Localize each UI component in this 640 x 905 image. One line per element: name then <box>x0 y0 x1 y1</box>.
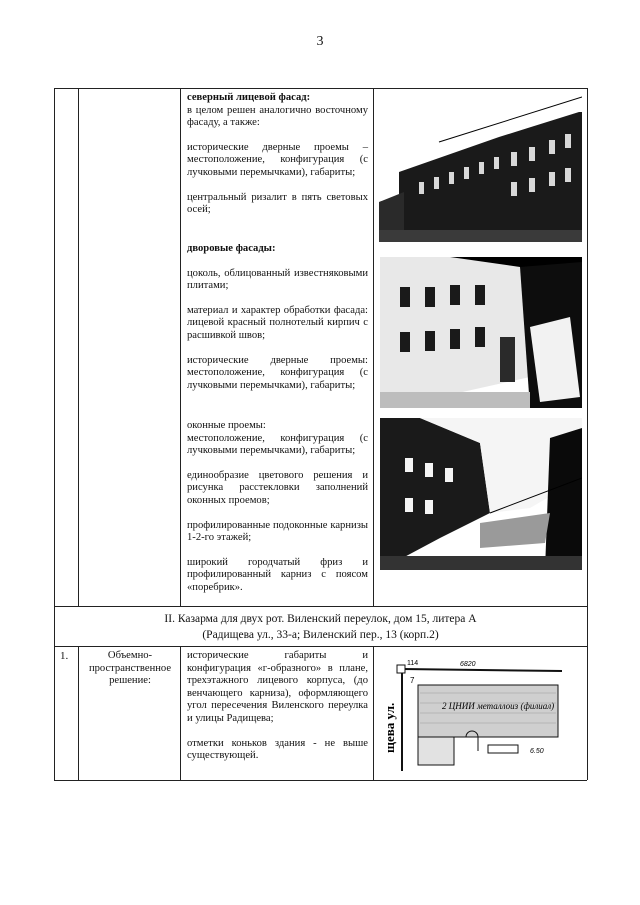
site-map <box>380 653 582 773</box>
yard-facade-p4: оконные проемы: <box>187 420 266 431</box>
yard-facade-p5: местоположение, конфигурация (с лучковыми перемычками), габариты; <box>187 432 368 457</box>
north-facade-p1: в целом решен аналогично восточному фасаду, а также: <box>187 104 368 129</box>
yard-facade-photo-2 <box>380 418 582 570</box>
yard-facade-text-1 <box>187 243 368 392</box>
section-title-line-2: (Радищева ул., 33-а; Виленский пер., 13 (корп.2) <box>202 629 439 641</box>
map-mark-1: 114 <box>407 660 419 667</box>
section-title-line-1: II. Казарма для двух рот. Виленский переулок, дом 15, литера А <box>164 613 477 625</box>
table-row-border <box>54 646 587 647</box>
col-divider-2 <box>180 646 181 780</box>
yard-facade-p3: исторические дверные проемы: местоположение, конфигурация (с лучковыми перемычками), габариты; <box>187 354 368 391</box>
yard-facade-p8: широкий городчатый фриз и профилированный карниз с поясом «поребрик». <box>187 556 368 593</box>
map-mark-2: 6820 <box>460 661 476 668</box>
map-mark-3: 6.50 <box>530 748 544 755</box>
map-mark-4: 7 <box>410 676 415 685</box>
table-right-border <box>587 88 588 780</box>
table-top-border <box>54 88 587 89</box>
yard-facade-photo-1 <box>380 257 582 408</box>
page-number: 3 <box>316 34 324 49</box>
row1-text <box>187 650 368 763</box>
yard-facade-heading: дворовые фасады: <box>187 243 276 254</box>
north-facade-p3: центральный ризалит в пять световых осей; <box>187 191 368 216</box>
row-number: 1. <box>60 650 69 662</box>
row1-p2: отметки коньков здания - не выше существующей. <box>187 737 368 762</box>
col-divider-1 <box>78 646 79 780</box>
north-facade-text <box>187 92 368 217</box>
table-bottom-border <box>54 780 587 781</box>
north-facade-heading: северный лицевой фасад: <box>187 92 311 103</box>
table-section-border <box>54 606 587 607</box>
yard-facade-p7: профилированные подоконные карнизы 1-2-го этажей; <box>187 519 368 544</box>
yard-facade-p1: цоколь, облицованный известняковыми плитами; <box>187 267 368 292</box>
table-left-border <box>54 88 55 780</box>
col-divider-3 <box>373 646 374 780</box>
row1-p1: исторические габариты и конфигурация «г-образного» в плане, трехэтажного лицевого корпуса, (до венчающего карниза), оформляющего угол пересечения Виленского переулка и улицы Радищева; <box>187 650 368 724</box>
section-title <box>54 611 587 643</box>
row-label: Объемно-пространственное решение: <box>88 650 172 687</box>
col-divider-1 <box>78 88 79 606</box>
col-divider-3 <box>373 88 374 606</box>
yard-facade-text-2 <box>187 420 368 595</box>
col-divider-2 <box>180 88 181 606</box>
map-street-label: щева ул. <box>382 702 397 753</box>
yard-facade-p6: единообразие цветового решения и рисунка расстекловки заполнений оконных проемов; <box>187 469 368 506</box>
yard-facade-p2: материал и характер обработки фасада: лицевой красный полнотелый кирпич с расшивкой швов; <box>187 304 368 341</box>
north-facade-photo <box>379 92 582 242</box>
north-facade-p2: исторические дверные проемы – местоположение, конфигурация (с лучковыми перемычками), габариты; <box>187 141 368 178</box>
map-building-label: 2 ЦНИИ металлоиз (филиал) <box>442 701 555 711</box>
